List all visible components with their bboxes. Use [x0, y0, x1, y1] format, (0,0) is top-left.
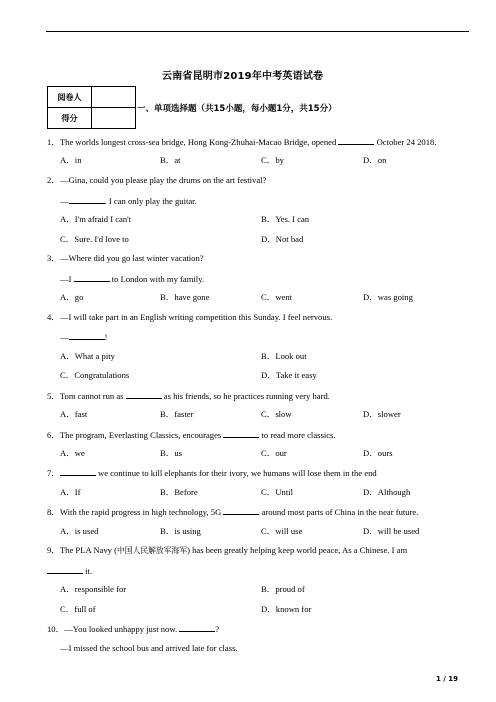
answer-blank	[223, 506, 259, 515]
q5-option-a[interactable]: A．fast	[60, 409, 88, 419]
q6-option-d[interactable]: D．ours	[363, 448, 393, 458]
q2-option-b[interactable]: B．Yes. I can	[261, 214, 310, 224]
q8-option-d[interactable]: D．will be used	[363, 526, 420, 536]
q9-option-d[interactable]: D．known for	[261, 604, 312, 614]
q6-option-a[interactable]: A．we	[60, 448, 85, 458]
page-number: 1 / 19	[436, 675, 459, 683]
q6-option-b[interactable]: B．us	[160, 448, 182, 458]
q8-option-b[interactable]: B．is using	[160, 526, 201, 536]
reviewer-label: 阅卷人	[48, 87, 92, 108]
q7-option-b[interactable]: B．Before	[160, 487, 198, 497]
question-4-reply: — !	[60, 332, 108, 342]
q9-option-b[interactable]: B．proud of	[261, 584, 305, 594]
q4-option-d[interactable]: D．Take it easy	[261, 370, 317, 380]
header-rule	[46, 31, 469, 32]
q3-option-c[interactable]: C．went	[261, 292, 293, 302]
answer-blank	[60, 467, 96, 476]
answer-blank	[223, 429, 259, 438]
score-label: 得分	[48, 108, 92, 129]
q3-option-a[interactable]: A．go	[60, 292, 84, 302]
question-10-reply: —I missed the school bus and arrived late for class.	[60, 643, 238, 653]
answer-blank	[179, 623, 215, 632]
q9-option-a[interactable]: A．responsible for	[60, 584, 127, 594]
q1-option-b[interactable]: B．at	[160, 155, 181, 165]
question-3: 3．—Where did you go last winter vacation?	[47, 253, 204, 263]
question-5: 5．Tom cannot run as as his friends, so he practices running very hard.	[47, 391, 330, 401]
q2-option-a[interactable]: A．I'm afraid I can't	[60, 214, 132, 224]
score-cell	[92, 108, 136, 129]
q5-option-b[interactable]: B．faster	[160, 409, 194, 419]
q4-option-a[interactable]: A．What a pity	[60, 351, 115, 361]
question-6: 6．The program, Everlasting Classics, encourages to read more classics.	[47, 430, 336, 440]
q2-option-d[interactable]: D．Not bad	[261, 234, 304, 244]
q6-option-c[interactable]: C．our	[261, 448, 287, 458]
q3-option-b[interactable]: B．have gone	[160, 292, 210, 302]
question-8: 8．With the rapid progress in high technology, 5G around most parts of China in the near future.	[47, 507, 419, 517]
q4-option-b[interactable]: B．Look out	[261, 351, 307, 361]
answer-blank	[74, 273, 110, 282]
answer-blank	[69, 195, 105, 204]
question-10: 10．—You looked unhappy just now. ?	[47, 624, 220, 634]
answer-blank	[69, 331, 105, 340]
question-3-reply: —I to London with my family.	[60, 274, 205, 284]
question-2: 2．—Gina, could you please play the drums on the art festival?	[47, 175, 267, 185]
q7-option-c[interactable]: C．Until	[261, 487, 293, 497]
q4-option-c[interactable]: C．Congratulations	[60, 370, 130, 380]
q1-option-d[interactable]: D．on	[363, 155, 387, 165]
question-9: 9．The PLA Navy (中国人民解放军海军) has been greatly helping keep world peace, As a Chinese. I am	[47, 545, 408, 555]
question-2-reply: — . I can only play the guitar.	[60, 196, 197, 206]
q1-option-c[interactable]: C．by	[261, 155, 284, 165]
answer-blank	[126, 390, 162, 399]
score-table	[47, 86, 136, 129]
answer-blank	[338, 136, 374, 145]
question-9-cont: it.	[47, 565, 92, 576]
section-heading: 一、单项选择题（共15小题，每小题1分，共15分）	[137, 104, 337, 114]
reviewer-cell	[92, 87, 136, 108]
q2-option-c[interactable]: C．Sure. I'd love to	[60, 234, 129, 244]
answer-blank	[47, 565, 83, 574]
question-7: 7． we continue to kill elephants for their ivory, we humans will lose them in the end	[47, 468, 377, 478]
q8-option-a[interactable]: A．is used	[60, 526, 99, 536]
q5-option-c[interactable]: C．slow	[261, 409, 292, 419]
question-1: 1．The worlds longest cross-sea bridge, Hong Kong-Zhuhai-Macao Bridge, opened October 24 2018.	[47, 137, 437, 147]
q8-option-c[interactable]: C．will use	[261, 526, 303, 536]
q7-option-a[interactable]: A．If	[60, 487, 81, 497]
q7-option-d[interactable]: D．Although	[363, 487, 411, 497]
exam-title: 云南省昆明市2019年中考英语试卷	[162, 71, 324, 82]
q1-option-a[interactable]: A．in	[60, 155, 82, 165]
q9-option-c[interactable]: C．full of	[60, 604, 96, 614]
q5-option-d[interactable]: D．slower	[363, 409, 401, 419]
question-4: 4．—I will take part in an English writing competition this Sunday. I feel nervous.	[47, 312, 333, 322]
q3-option-d[interactable]: D．was going	[363, 292, 413, 302]
